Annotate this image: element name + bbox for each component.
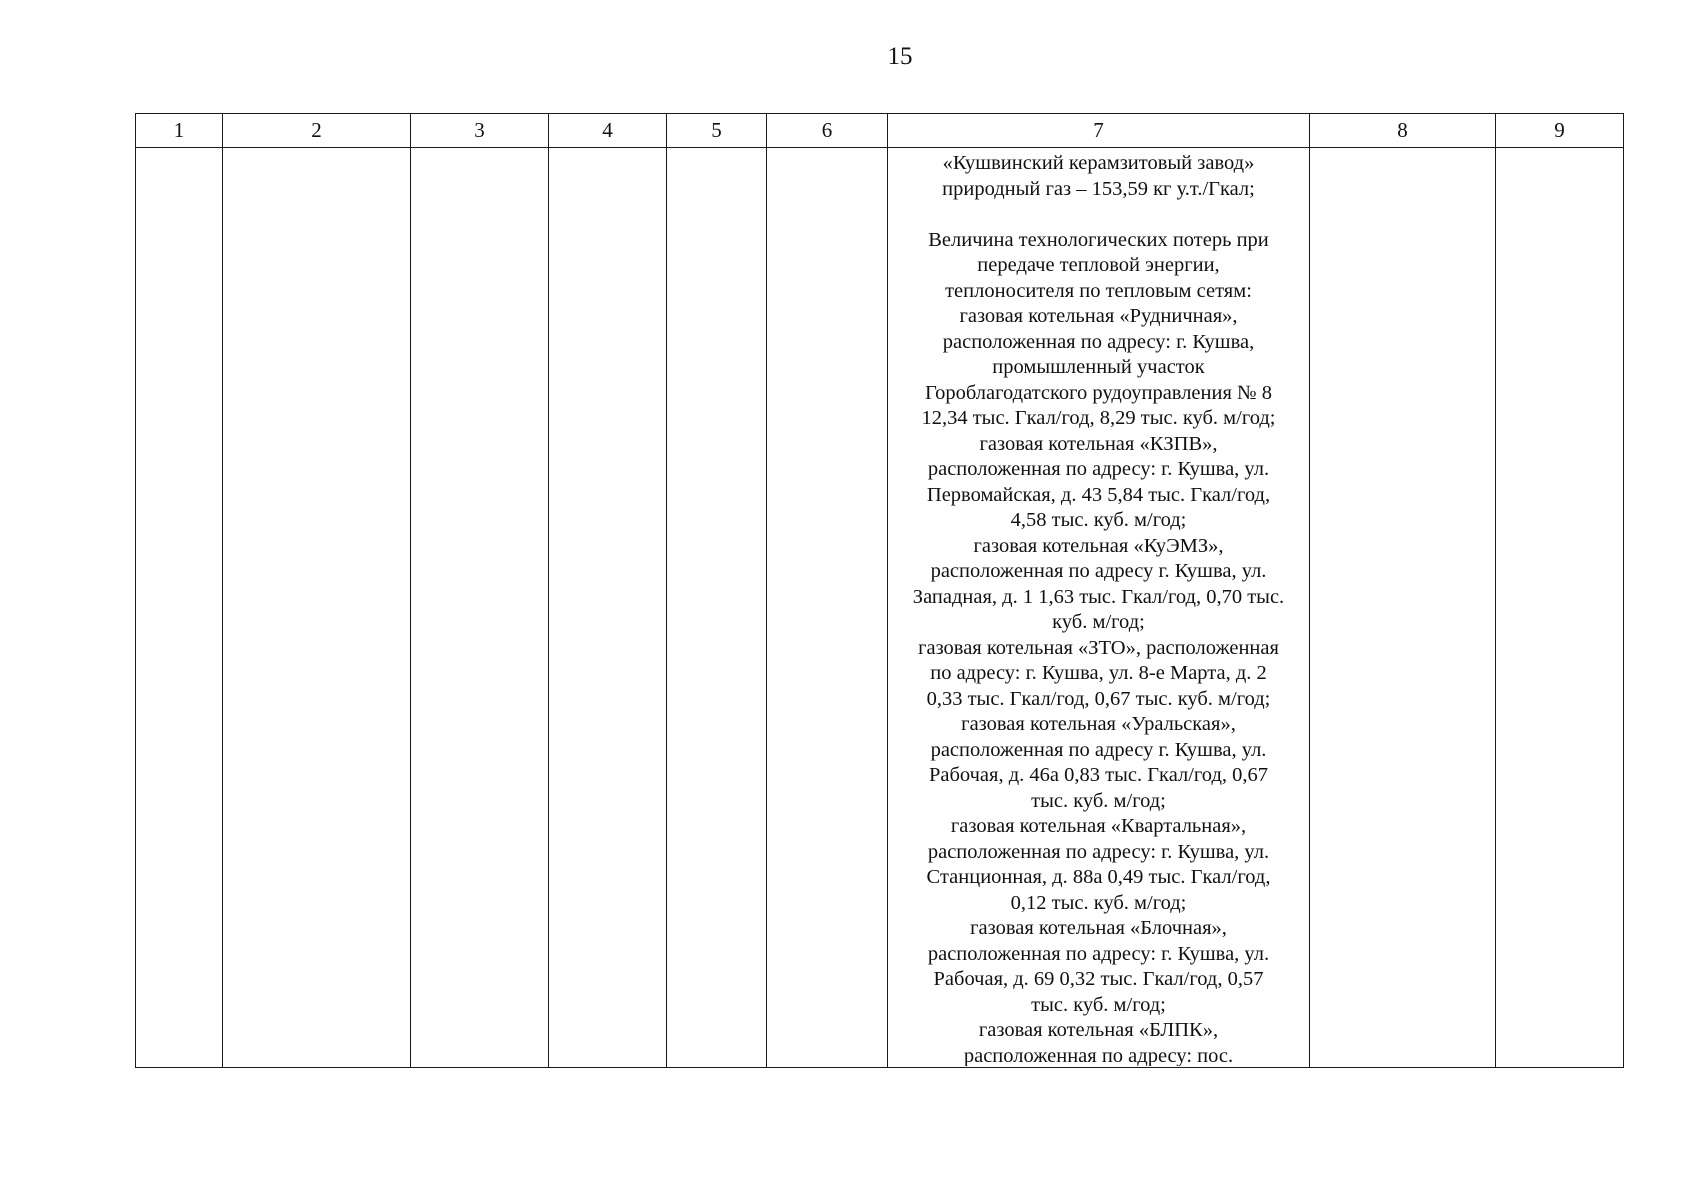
column-7-text [888,148,1309,1066]
column-header-2: 2 [223,114,411,148]
text-line: расположенная по адресу: пос. [963,1044,1234,1066]
cell-col-5 [667,148,767,1068]
column-header-4: 4 [549,114,667,148]
cell-col-9 [1496,148,1624,1068]
text-line: расположенная по адресу г. Кушва, ул. [930,738,1267,761]
text-line: расположенная по адресу: г. Кушва, ул. [927,942,1270,965]
header-row [136,114,1624,148]
column-header-8: 8 [1310,114,1496,148]
text-line: теплоносителя по тепловым сетям: [945,279,1252,302]
cell-col-2 [223,148,411,1068]
text-line: газовая котельная «БЛПК», [978,1019,1219,1041]
table-row [136,148,1624,1068]
text-line: расположенная по адресу: г. Кушва, ул. [927,458,1270,480]
text-line: передаче тепловой энергии, [977,254,1220,276]
text-line: тыс. куб. м/год; [1031,789,1166,812]
column-header-3: 3 [411,114,549,148]
cell-col-8 [1310,148,1496,1068]
text-line: «Кушвинский керамзитовый завод» [942,152,1255,174]
column-header-5: 5 [667,114,767,148]
text-line: куб. м/год; [1052,611,1145,633]
text-line: промышленный участок [992,356,1205,378]
cell-col-6 [767,148,888,1068]
column-header-1: 1 [136,114,223,148]
text-line: расположенная по адресу г. Кушва, ул. [930,560,1267,582]
text-line: Рабочая, д. 46а 0,83 тыс. Гкал/год, 0,67 [928,764,1269,786]
cell-col-1 [136,148,223,1068]
text-line: газовая котельная «Квартальная», [950,815,1247,837]
text-line: газовая котельная «КЗПВ», [979,432,1218,455]
text-line: Величина технологических потерь при [928,228,1269,251]
text-line: газовая котельная «Блочная», [970,917,1227,939]
cell-col-7 [888,148,1310,1068]
text-line: 0,12 тыс. куб. м/год; [1010,891,1187,914]
text-line: расположенная по адресу: г. Кушва, ул. [927,840,1270,863]
text-line: природный газ – 153,59 кг у.т./Гкал; [942,177,1255,200]
text-line [894,202,1303,228]
text-line: 12,34 тыс. Гкал/год, 8,29 тыс. куб. м/год; [921,407,1276,429]
text-line: Первомайская, д. 43 5,84 тыс. Гкал/год, [926,483,1271,506]
text-line: Западная, д. 1 1,63 тыс. Гкал/год, 0,70 тыс. [912,585,1285,608]
page-number: 15 [887,43,913,70]
text-line: расположенная по адресу: г. Кушва, [942,330,1255,353]
text-line: газовая котельная «ЗТО», расположенная [918,636,1279,659]
cell-col-3 [411,148,549,1068]
cell-col-4 [549,148,667,1068]
text-line: тыс. куб. м/год; [1031,993,1166,1016]
text-line: газовая котельная «Рудничная», [959,305,1238,327]
text-line: газовая котельная «Уральская», [961,713,1236,735]
document-table [135,113,1624,1068]
text-line: газовая котельная «КуЭМЗ», [973,534,1224,557]
column-header-7: 7 [888,114,1310,148]
text-line: Рабочая, д. 69 0,32 тыс. Гкал/год, 0,57 [933,968,1264,990]
text-line: Гороблагодатского рудоуправления № 8 [925,381,1272,404]
text-line: 4,58 тыс. куб. м/год; [1010,509,1187,531]
text-line: по адресу: г. Кушва, ул. 8-е Марта, д. 2 [930,662,1267,684]
column-header-6: 6 [767,114,888,148]
column-header-9: 9 [1496,114,1624,148]
text-line: 0,33 тыс. Гкал/год, 0,67 тыс. куб. м/год; [926,687,1271,710]
text-line: Станционная, д. 88а 0,49 тыс. Гкал/год, [926,866,1271,888]
